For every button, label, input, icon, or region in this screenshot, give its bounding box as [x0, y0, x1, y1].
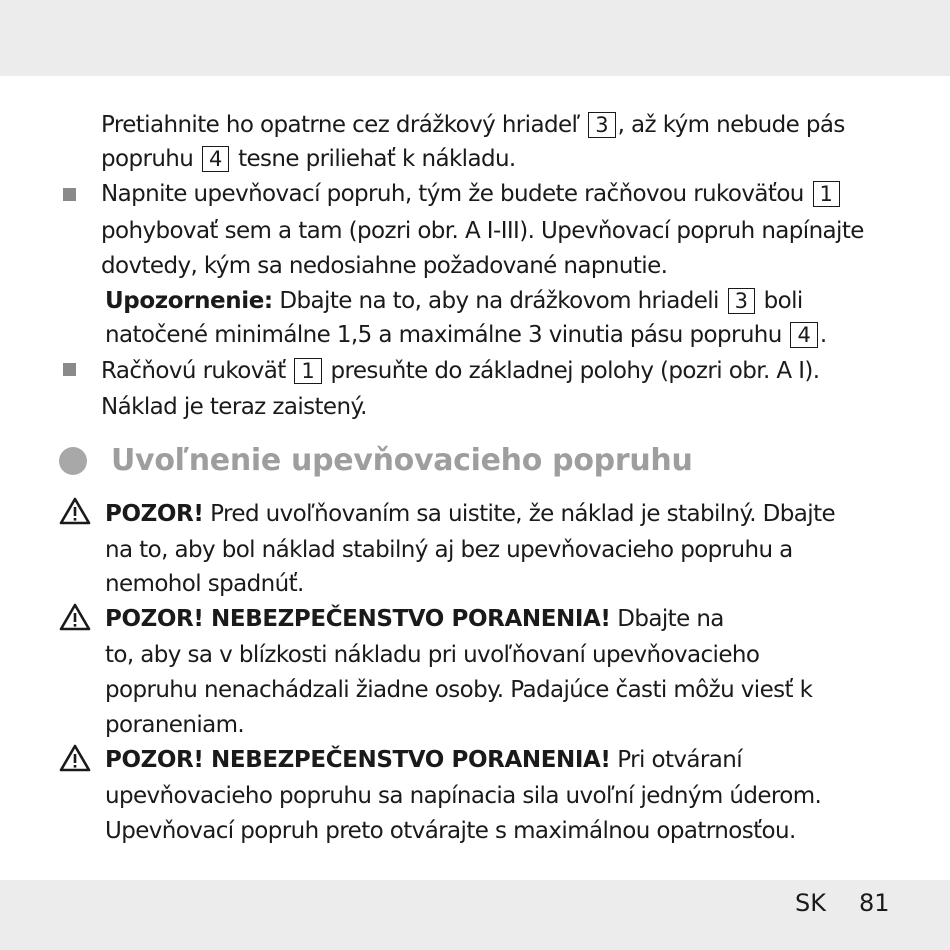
warning3-line3: Upevňovací popruh preto otvárajte s maximálnou opatrnosťou. — [105, 818, 796, 844]
ref-box: 4 — [790, 322, 817, 348]
text: Pred uvoľňovaním sa uistite, že náklad je stabilný. Dbajte — [210, 501, 836, 527]
bullet1-line3: dovtedy, kým sa nedosiahne požadované napnutie. — [101, 253, 668, 279]
warning-triangle-icon — [58, 743, 92, 773]
text: Dbajte na to, aby na drážkovom hriadeli — [279, 288, 719, 314]
warning1-line2: na to, aby bol náklad stabilný aj bez upevňovacieho popruhu a — [105, 537, 793, 563]
ref-box: 3 — [588, 112, 615, 138]
page-number: 81 — [859, 889, 890, 917]
warning-triangle-icon — [58, 496, 92, 526]
footer-language: SK — [795, 889, 826, 917]
warning1-line1 — [105, 500, 835, 528]
text: Pri otváraní — [617, 747, 742, 773]
text: natočené minimálne 1,5 a maximálne 3 vinutia pásu popruhu — [105, 322, 782, 348]
section-heading: Uvoľnenie upevňovacieho popruhu — [111, 443, 693, 478]
note-label: Upozornenie: — [105, 288, 273, 314]
header-band — [0, 0, 950, 76]
warning1-line3: nemohol spadnúť. — [105, 571, 304, 597]
bullet2-line2: Náklad je teraz zaistený. — [101, 394, 367, 420]
ref-box: 4 — [202, 146, 229, 172]
warning-label: POZOR! NEBEZPEČENSTVO PORANENIA! — [105, 747, 611, 773]
note-line2 — [105, 321, 827, 349]
para1-line1 — [101, 111, 845, 139]
ref-box: 3 — [728, 288, 755, 314]
text: Pretiahnite ho opatrne cez drážkový hriadeľ — [101, 112, 580, 138]
warning-triangle-icon — [58, 602, 92, 632]
text: presuňte do základnej polohy (pozri obr. A I). — [330, 358, 820, 384]
text: Napnite upevňovací popruh, tým že budete račňovou rukoväťou — [101, 181, 804, 207]
text: . — [819, 322, 827, 348]
text: boli — [763, 288, 803, 314]
text: Dbajte na — [617, 606, 724, 632]
square-bullet-icon — [63, 363, 76, 376]
warning2-line4: poraneniam. — [105, 712, 245, 738]
bullet1-line2: pohybovať sem a tam (pozri obr. A I-III). Upevňovací popruh napínajte — [101, 218, 864, 244]
warning2-line1 — [105, 605, 724, 633]
circle-bullet-icon — [59, 447, 87, 475]
ref-box: 1 — [294, 358, 321, 384]
warning-label: POZOR! NEBEZPEČENSTVO PORANENIA! — [105, 606, 611, 632]
text: popruhu — [101, 146, 194, 172]
ref-box: 1 — [813, 181, 840, 207]
warning3-line1 — [105, 746, 742, 774]
bullet1-line1 — [101, 180, 842, 208]
square-bullet-icon — [63, 188, 76, 201]
text: , až kým nebude pás — [617, 112, 845, 138]
warning3-line2: upevňovacieho popruhu sa napínacia sila uvoľní jedným úderom. — [105, 783, 822, 809]
warning2-line2: to, aby sa v blízkosti nákladu pri uvoľňovaní upevňovacieho — [105, 642, 760, 668]
text: tesne priliehať k nákladu. — [238, 146, 516, 172]
warning-label: POZOR! — [105, 501, 204, 527]
warning2-line3: popruhu nenachádzali žiadne osoby. Padajúce časti môžu viesť k — [105, 677, 813, 703]
para1-line2 — [101, 145, 516, 173]
bullet2-line1 — [101, 357, 819, 385]
note-line1 — [105, 287, 803, 315]
text: Račňovú rukoväť — [101, 358, 286, 384]
